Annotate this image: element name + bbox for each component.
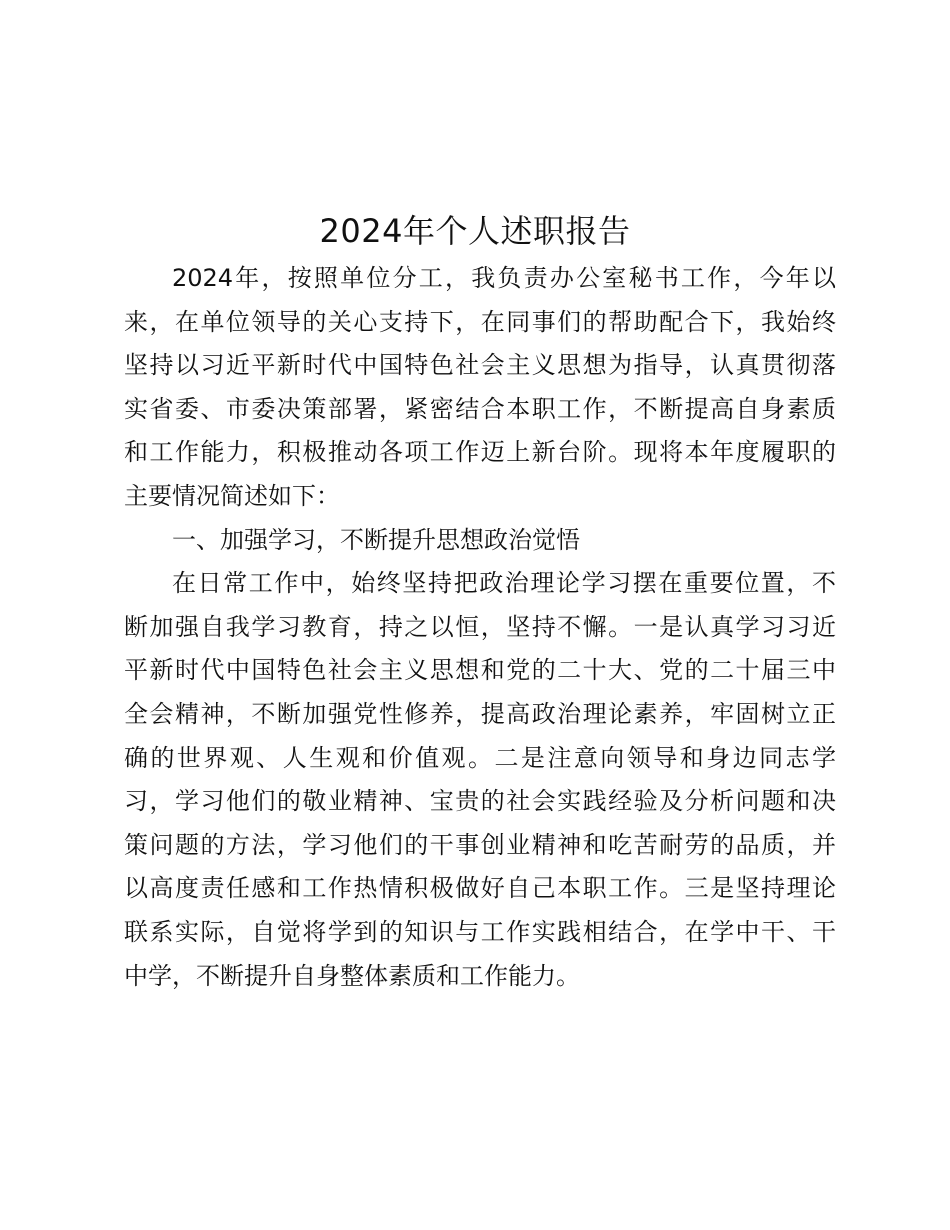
paragraph-line: 联系实际，自觉将学到的知识与工作实践相结合，在学中干、干: [124, 917, 836, 946]
document-body: [124, 257, 836, 998]
section-heading: 一、加强学习，不断提升思想政治觉悟: [172, 525, 580, 554]
paragraph-line: 在日常工作中，始终坚持把政治理论学习摆在重要位置，不: [172, 569, 836, 598]
paragraph-line: 平新时代中国特色社会主义思想和党的二十大、党的二十届三中: [124, 656, 836, 685]
paragraph-line: 实省委、市委决策部署，紧密结合本职工作，不断提高自身素质: [124, 394, 836, 423]
paragraph-line: 确的世界观、人生观和价值观。二是注意向领导和身边同志学: [124, 743, 836, 772]
document-title: 2024年个人述职报告: [319, 212, 631, 250]
paragraph-line: 和工作能力，积极推动各项工作迈上新台阶。现将本年度履职的: [124, 438, 836, 467]
paragraph-line: 来，在单位领导的关心支持下，在同事们的帮助配合下，我始终: [124, 307, 836, 336]
paragraph-line: 断加强自我学习教育，持之以恒，坚持不懈。一是认真学习习近: [124, 612, 836, 641]
paragraph-line: 以高度责任感和工作热情积极做好自己本职工作。三是坚持理论: [124, 874, 836, 903]
paragraph-line: 2024年，按照单位分工，我负责办公室秘书工作，今年以: [172, 264, 836, 292]
paragraph-line: 坚持以习近平新时代中国特色社会主义思想为指导，认真贯彻落: [124, 351, 836, 380]
paragraph-line: 策问题的方法，学习他们的干事创业精神和吃苦耐劳的品质，并: [124, 830, 836, 859]
paragraph-line: 习，学习他们的敬业精神、宝贵的社会实践经验及分析问题和决: [124, 787, 836, 816]
paragraph-line: 主要情况简述如下：: [124, 481, 340, 510]
paragraph-line: 全会精神，不断加强党性修养，提高政治理论素养，牢固树立正: [124, 699, 836, 728]
paragraph-line: 中学，不断提升自身整体素质和工作能力。: [124, 961, 580, 990]
